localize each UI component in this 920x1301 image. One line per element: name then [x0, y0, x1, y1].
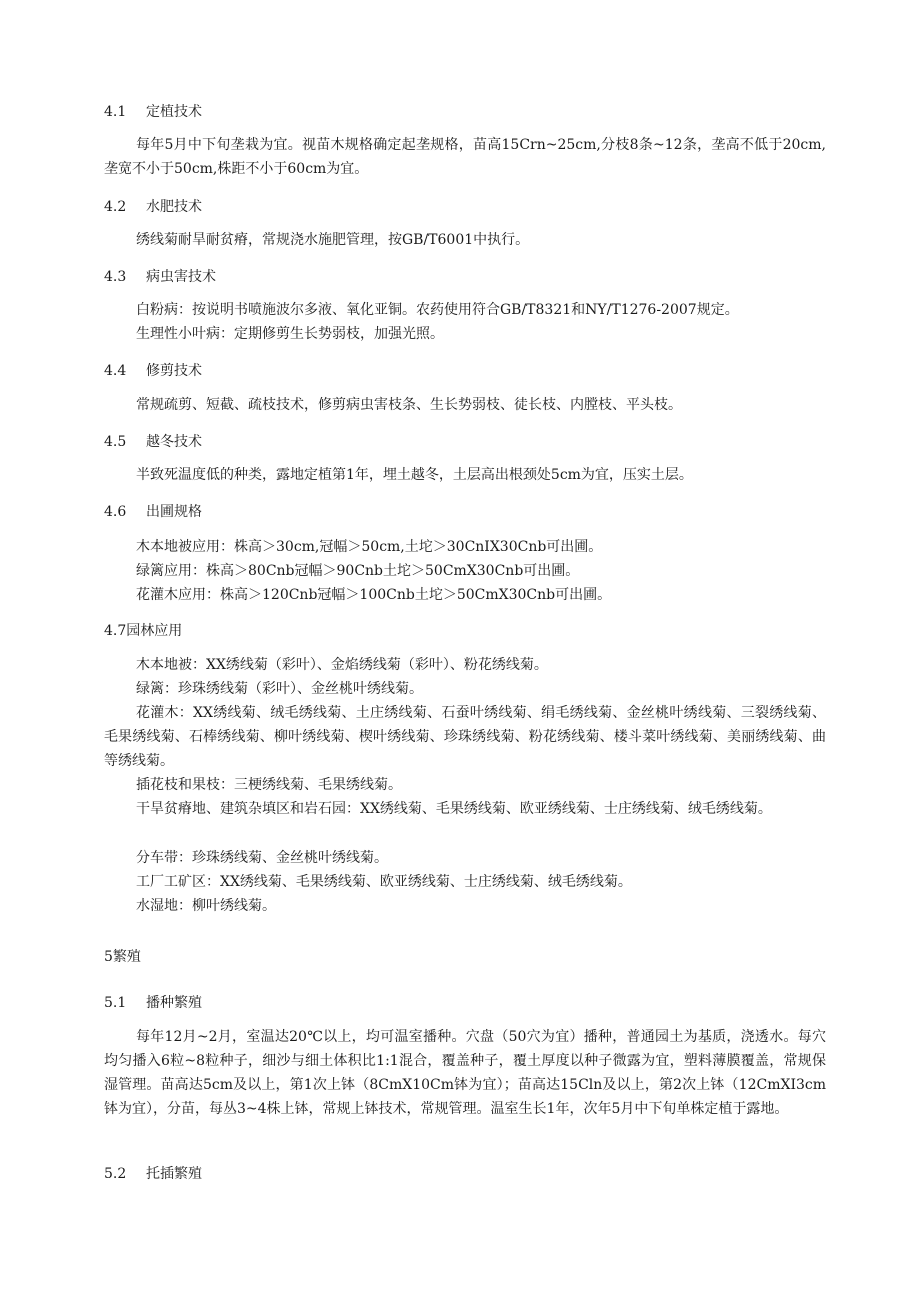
paragraph-line: 分车带：珍珠绣线菊、金丝桃叶绣线菊。 [136, 850, 388, 866]
paragraph-line: 工厂工矿区：XX绣线菊、毛果绣线菊、欧亚绣线菊、士庄绣线菊、绒毛绣线菊。 [136, 874, 632, 890]
section-paragraph-4-4: 常规疏剪、短截、疏枝技术，修剪病虫害枝条、生长势弱枝、徒长枝、内膛枝、平头枝。 [136, 397, 682, 413]
section-number: 4.5 [104, 434, 127, 450]
section-title: 播种繁殖 [146, 995, 202, 1011]
section-heading-4-5 [104, 431, 202, 451]
section-heading-5-2 [104, 1163, 202, 1183]
paragraph-line: 插花枝和果枝：三梗绣线菊、毛果绣线菊。 [136, 777, 402, 793]
section-paragraph-4-1: 每年5月中下旬垄栽为宜。视苗木规格确定起垄规格，苗高15Crn~25cm,分枝8条~12条，垄高不低于20cm,垄宽不小于50cm,株距不小于60cm为宜。 [104, 137, 826, 177]
section-title: 托插繁殖 [146, 1166, 202, 1182]
section-heading-4-3 [104, 266, 216, 286]
paragraph-line: 生理性小叶病：定期修剪生长势弱枝，加强光照。 [136, 326, 444, 342]
section-number: 4.2 [104, 199, 127, 215]
section-number: 5.1 [104, 995, 127, 1011]
section-title: 越冬技术 [146, 434, 202, 450]
paragraph-line: 水湿地：柳叶绣线菊。 [136, 898, 276, 914]
paragraph-line: 白粉病：按说明书喷施波尔多液、氧化亚铜。农药使用符合GB/T8321和NY/T1276-2007规定。 [136, 302, 739, 318]
chapter-heading-5: 5繁殖 [104, 949, 141, 965]
paragraph-line: 木本地被应用：株高＞30cm,冠幅＞50cm,土坨＞30CnIX30Cnb可出圃。 [136, 539, 603, 555]
section-title: 病虫害技术 [146, 269, 216, 285]
paragraph-line: 绿篱应用：株高＞80Cnb冠幅＞90Cnb土坨＞50CmX30Cnb可出圃。 [136, 563, 580, 579]
section-title: 水肥技术 [146, 199, 202, 215]
section-paragraph-4-7-dryland: 干旱贫瘠地、建筑杂填区和岩石园：XX绣线菊、毛果绣线菊、欧亚绣线菊、士庄绣线菊、绒毛绣线菊。 [136, 801, 772, 817]
section-number: 4.4 [104, 363, 127, 379]
section-paragraph-5-1: 每年12月~2月，室温达20℃以上，均可温室播种。穴盘（50穴为宜）播种，普通园土为基质，浇透水。每穴均匀播入6粒~8粒种子，细沙与细土体积比1:1混合，覆盖种子，覆土厚度以种子微露为宜，塑料薄膜覆盖，常规保湿管理。苗高达5cm及以上，第1次上钵（8CmX10Cm钵为宜）；苗高达15Cln及以上，第2次上钵（12CmXI3cm钵为宜），分苗，每丛3~4株上钵，常规上钵技术，常规管理。温室生长1年，次年5月中下旬单株定植于露地。 [104, 1029, 826, 1117]
section-title: 定植技术 [146, 104, 202, 120]
section-number: 4.6 [104, 504, 127, 520]
section-number: 4.1 [104, 104, 127, 120]
section-number: 4.3 [104, 269, 127, 285]
section-heading-4-6 [104, 501, 202, 521]
paragraph-line: 绿篱：珍珠绣线菊（彩叶）、金丝桃叶绣线菊。 [136, 681, 423, 697]
section-paragraph-4-7-shrubs: 花灌木：XX绣线菊、绒毛绣线菊、土庄绣线菊、石蚕叶绣线菊、绢毛绣线菊、金丝桃叶绣线菊、三裂绣线菊、毛果绣线菊、石棒绣线菊、柳叶绣线菊、楔叶绣线菊、珍珠绣线菊、粉花绣线菊、楼斗菜叶绣线菊、美丽绣线菊、曲等绣线菊。 [104, 705, 826, 769]
section-heading-5-1 [104, 992, 202, 1012]
section-paragraph-4-2: 绣线菊耐旱耐贫瘠，常规浇水施肥管理，按GB/T6001中执行。 [136, 232, 530, 248]
paragraph-line: 木本地被：XX绣线菊（彩叶）、金焰绣线菊（彩叶）、粉花绣线菊。 [136, 657, 548, 673]
section-number: 5.2 [104, 1166, 127, 1182]
paragraph-line: 花灌木应用：株高＞120Cnb冠幅＞100Cnb土坨＞50CmX30Cnb可出圃。 [136, 587, 612, 603]
section-title: 修剪技术 [146, 363, 202, 379]
section-heading-4-2 [104, 196, 202, 216]
section-paragraph-4-5: 半致死温度低的种类，露地定植第1年，埋土越冬，土层高出根颈处5cm为宜，压实土层。 [136, 467, 693, 483]
section-heading-4-1 [104, 101, 202, 121]
section-title: 出圃规格 [146, 504, 202, 520]
section-heading-4-4 [104, 360, 202, 380]
section-heading-4-7: 4.7园林应用 [104, 623, 183, 639]
